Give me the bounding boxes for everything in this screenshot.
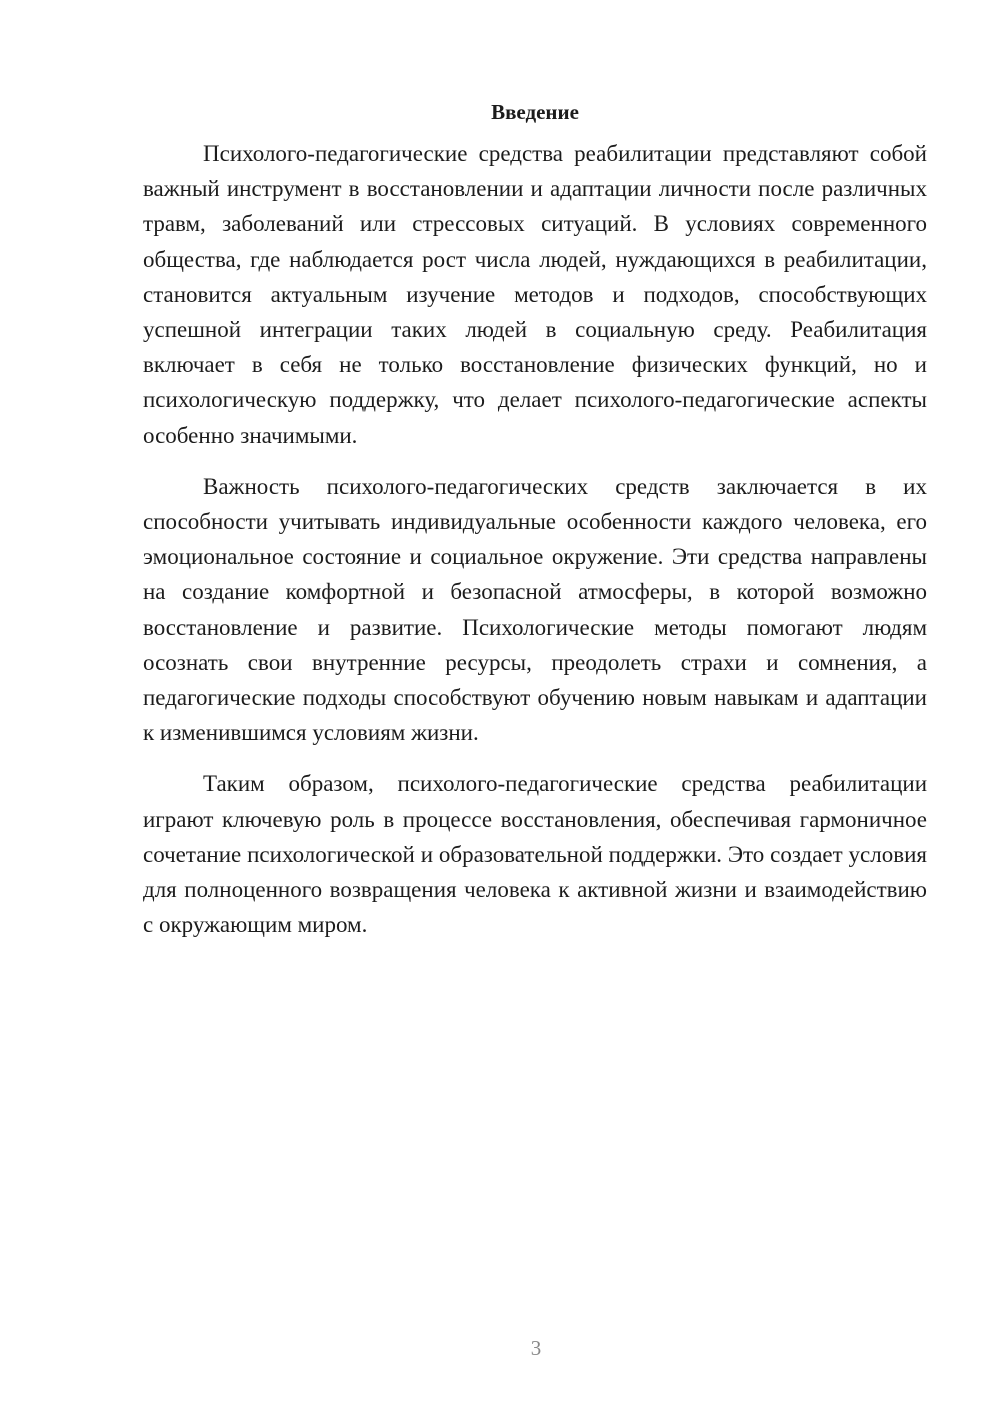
paragraph-1: Психолого-педагогические средства реабилитации представляют собой важный инструмент в восстановлении и адаптации личности после различных травм, заболеваний или стрессовых ситуаций. В условиях современного общества, где наблюдается рост числа людей, нуждающихся в реабилитации, становится актуальным изучение методов и подходов, способствующих успешной интеграции таких людей в социальную среду. Реабилитация включает в себя не только восстановление физических функций, но и психологическую поддержку, что делает психолого-педагогические аспекты особенно значимыми. xyxy=(143,141,927,448)
page-content xyxy=(143,98,927,958)
page-number: 3 xyxy=(530,1336,542,1360)
paragraph-3: Таким образом, психолого-педагогические средства реабилитации играют ключевую роль в процессе восстановления, обеспечивая гармоничное сочетание психологической и образовательной поддержки. Это создает условия для полноценного возвращения человека к активной жизни и взаимодействию с окружающим миром. xyxy=(143,771,927,938)
section-title: Введение xyxy=(491,100,579,124)
paragraph-2: Важность психолого-педагогических средств заключается в их способности учитывать индивидуальные особенности каждого человека, его эмоциональное состояние и социальное окружение. Эти средства направлены на создание комфортной и безопасной атмосферы, в которой возможно восстановление и развитие. Психологические методы помогают людям осознать свои внутренние ресурсы, преодолеть страхи и сомнения, а педагогические подходы способствуют обучению новым навыкам и адаптации к изменившимся условиям жизни. xyxy=(143,473,927,746)
